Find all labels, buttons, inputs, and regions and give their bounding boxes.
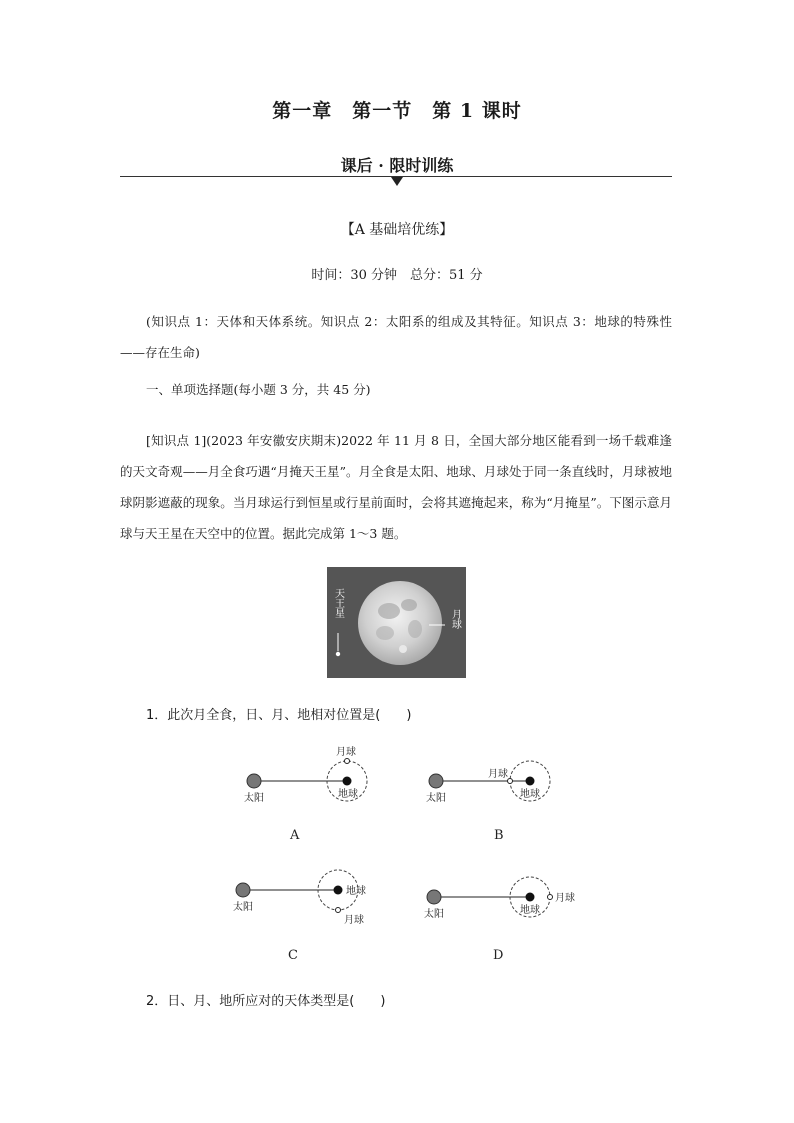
svg-text:地球: 地球 <box>520 789 540 800</box>
earth-dot <box>343 777 352 786</box>
svg-text:月球: 月球 <box>488 769 508 780</box>
moon-photo <box>327 567 466 678</box>
svg-text:太阳: 太阳 <box>233 902 253 913</box>
svg-text:月球: 月球 <box>344 915 364 926</box>
question-1: 1．此次月全食，日、月、地相对位置是( ) <box>146 708 412 723</box>
svg-text:地球: 地球 <box>520 905 540 916</box>
svg-text:D: D <box>493 948 504 963</box>
part-heading: 一、单项选择题(每小题 3 分，共 45 分) <box>146 382 371 397</box>
page-subtitle: 课后 · 限时训练 <box>340 156 454 175</box>
svg-text:C: C <box>288 948 298 963</box>
passage-text: [知识点 1](2023 年安徽安庆期末)2022 年 11 月 8 日，全国大部分地区能看到一场千载难逢的天文奇观——月全食巧遇“月掩天王星”。月全食是太阳、地球、月球处于同一条直线时，月球被地球阴影遮蔽的现象。当月球运行到恒星或行星前面时，会将其遮掩起来，称为“月掩星”。下图示意月球与天王星在天空中的位置。据此完成第 1～3 题。 <box>120 433 672 541</box>
option-a-diagram <box>244 745 367 843</box>
svg-text:B: B <box>494 828 504 843</box>
page-title: 第一章 第一节 第 1 课时 <box>272 100 522 122</box>
svg-text:太阳: 太阳 <box>244 793 264 804</box>
svg-text:月球: 月球 <box>555 893 575 904</box>
svg-text:地球: 地球 <box>346 886 366 897</box>
svg-text:太阳: 太阳 <box>426 793 446 804</box>
triangle-marker-icon <box>391 177 403 186</box>
section-heading: 【A 基础培优练】 <box>340 222 454 238</box>
moon-disk <box>358 581 442 665</box>
uranus-dot <box>336 652 340 656</box>
uranus-label: 天王星 <box>332 588 344 618</box>
moon-label: 月球 <box>449 609 461 629</box>
moon-dot <box>345 759 350 764</box>
option-c-diagram <box>233 870 366 963</box>
knowledge-points: (知识点 1：天体和天体系统。知识点 2：太阳系的组成及其特征。知识点 3：地球的特殊性——存在生命) <box>120 314 672 360</box>
time-info: 时间：30 分钟 总分：51 分 <box>311 268 483 283</box>
option-diagrams <box>220 740 600 970</box>
option-d-diagram <box>424 877 575 963</box>
svg-text:A: A <box>290 828 300 843</box>
option-b-diagram <box>426 761 550 843</box>
svg-text:月球: 月球 <box>336 747 356 758</box>
svg-text:地球: 地球 <box>338 789 358 800</box>
sun-circle <box>247 774 261 788</box>
svg-text:太阳: 太阳 <box>424 909 444 920</box>
question-2: 2．日、月、地所应对的天体类型是( ) <box>146 994 386 1009</box>
